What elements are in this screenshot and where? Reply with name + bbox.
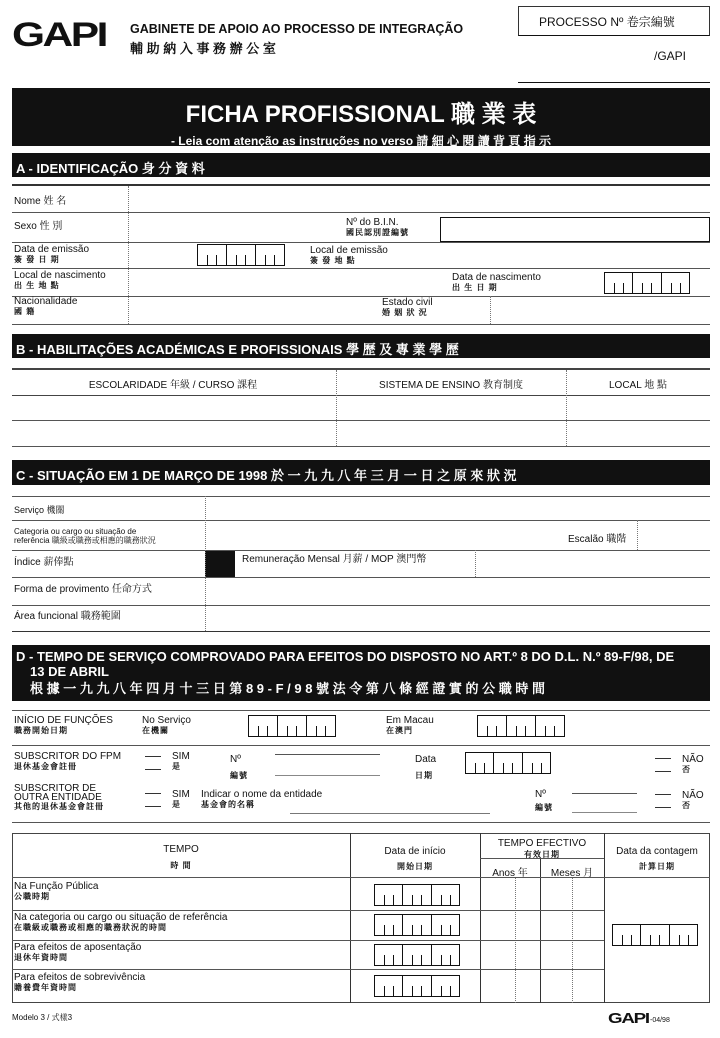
title-bar — [12, 88, 710, 146]
label-text: 是 — [172, 762, 181, 771]
bin-field[interactable] — [440, 217, 710, 242]
date-segment[interactable] — [641, 925, 669, 945]
label-text: NÃO — [682, 790, 704, 801]
area-funcional-field[interactable] — [205, 607, 710, 629]
label-text: 出 生 日 期 — [452, 283, 498, 292]
date-segment[interactable] — [375, 915, 403, 935]
label-text: 否 — [682, 765, 691, 774]
label-text: 在職級或職務或相應的職務狀況的時間 — [14, 923, 167, 932]
label-text: 日期 — [415, 771, 433, 780]
section-b-header: B - HABILITAÇÕES ACADÉMICAS E PROFISSIONAIS 學 歷 及 專 業 學 歷 — [12, 334, 710, 358]
label-text: Estado civil — [382, 297, 433, 308]
section-d-title: D - TEMPO DE SERVIÇO COMPROVADO PARA EFEITOS DO DISPOSTO NO ART.º 8 DO D.L. N.º 89-F/98, DE — [16, 649, 675, 664]
outra-entidade-label — [14, 784, 104, 811]
label-text: SUBSCRITOR DO FPM — [14, 751, 122, 762]
form-title: FICHA PROFISSIONAL 職 業 表 — [185, 101, 537, 128]
date-segment[interactable] — [662, 273, 689, 293]
footer-logo: GAPI — [608, 1010, 649, 1027]
label-text: SUBSCRITOR DE — [14, 783, 97, 794]
form-subtitle: - Leia com atenção as instruções no verso 請 細 心 閱 讀 背 頁 指 示 — [170, 134, 552, 148]
date-segment[interactable] — [198, 245, 227, 265]
label-text: Na categoria ou cargo ou situação de referência — [14, 912, 228, 923]
outra-n-label — [535, 790, 553, 813]
inicio-funcoes-label — [14, 716, 113, 736]
label-text: 退休基金會註冊 — [14, 762, 77, 771]
data-nascimento-label — [452, 273, 541, 293]
org-name-zh: 輔 助 納 入 事 務 辦 公 室 — [130, 41, 276, 56]
fpm-data-label — [415, 755, 436, 781]
label-text: Local de emissão — [310, 245, 388, 256]
escalao-field[interactable] — [640, 522, 710, 548]
estado-civil-field[interactable] — [490, 298, 710, 322]
no-servico-label — [142, 716, 191, 736]
section-d-header — [12, 645, 710, 701]
label-text: 公職時期 — [14, 892, 50, 901]
label-text: NÃO — [682, 754, 704, 765]
date-segment[interactable] — [432, 915, 459, 935]
estado-civil-label — [382, 298, 433, 318]
data-inicio-field[interactable] — [374, 884, 460, 906]
label-text: Para efeitos de sobrevivência — [14, 972, 146, 983]
col-escolaridade: ESCOLARIDADE 年級 / CURSO 課程 — [88, 380, 258, 391]
label-text: Data de emissão — [14, 244, 90, 255]
escalao-label: Escalão 職階 — [568, 534, 627, 545]
data-inicio-field[interactable] — [374, 914, 460, 936]
label-text: 是 — [172, 800, 181, 809]
forma-provimento-field[interactable] — [205, 579, 710, 603]
tempo-efectivo-header: TEMPO EFECTIVO 有效日期 — [497, 838, 587, 859]
section-d-title-zh: 根 據 一 九 九 八 年 四 月 十 三 日 第 8 9 - F / 9 8 號 法 令 第 八 條 經 證 實 的 公 職 時 間 — [30, 681, 545, 696]
outra-n-field[interactable] — [572, 793, 637, 813]
date-segment[interactable] — [670, 925, 697, 945]
outra-nao-checkbox[interactable] — [655, 794, 671, 808]
processo-suffix: /GAPI — [654, 49, 687, 63]
label-text: SIM — [172, 789, 190, 800]
bin-label-zh: 國民認別證編號 — [346, 228, 409, 237]
fpm-label — [14, 752, 121, 772]
fpm-nao-checkbox[interactable] — [655, 758, 671, 772]
label-text: Em Macau — [386, 715, 434, 726]
org-name-pt: GABINETE DE APOIO AO PROCESSO DE INTEGRAÇÃO — [130, 22, 464, 36]
area-funcional-label: Área funcional 職務範圍 — [14, 611, 121, 622]
data-inicio-header: Data de início 開始日期 — [384, 846, 446, 871]
label-text: 職務開始日期 — [14, 726, 68, 735]
footer-code: -04/98 — [650, 1017, 670, 1024]
indice-field[interactable] — [205, 551, 235, 577]
date-segment[interactable] — [432, 885, 459, 905]
label-text: 國 籍 — [14, 307, 36, 316]
label-text: No Serviço — [142, 715, 191, 726]
date-segment[interactable] — [256, 245, 284, 265]
em-macau-label — [386, 716, 434, 736]
fpm-nao-label — [682, 755, 704, 775]
meses-header: Meses 月 — [550, 868, 594, 879]
date-segment[interactable] — [523, 753, 550, 773]
servico-field[interactable] — [205, 498, 710, 518]
label-text: 贍養費年資時間 — [14, 983, 77, 992]
categoria-field[interactable] — [205, 522, 565, 548]
date-segment[interactable] — [375, 945, 403, 965]
fpm-n-field[interactable] — [275, 754, 380, 776]
sexo-label: Sexo 性 別 — [14, 221, 63, 232]
label-text: 退休年資時間 — [14, 953, 68, 962]
anos-header: Anos 年 — [492, 868, 528, 879]
col-local: LOCAL 地 點 — [609, 380, 667, 391]
outra-nao-label — [682, 791, 704, 811]
label-text: OUTRA ENTIDADE — [14, 792, 102, 803]
label-text: 編號 — [535, 803, 553, 812]
date-segment[interactable] — [536, 716, 564, 736]
data-contagem-date[interactable] — [612, 924, 698, 946]
date-segment[interactable] — [466, 753, 494, 773]
modelo-label: Modelo 3 / 式樣3 — [12, 1013, 73, 1022]
indice-label: Índice 薪俸點 — [14, 557, 74, 568]
label-text: 婚 姻 狀 況 — [382, 308, 428, 317]
data-emissao-label — [14, 245, 89, 265]
label-text: 基金會的名稱 — [201, 800, 255, 809]
fpm-sim-checkbox[interactable] — [145, 756, 161, 770]
gapi-logo: GAPI — [12, 16, 106, 54]
date-segment[interactable] — [403, 885, 431, 905]
label-text: Nº — [230, 754, 241, 765]
label-text: Local de nascimento — [14, 270, 106, 281]
fpm-date[interactable] — [465, 752, 551, 774]
remuneracao-label: Remuneração Mensal 月薪 / MOP 澳門幣 — [242, 554, 427, 565]
local-emissao-field[interactable] — [425, 243, 710, 267]
section-d-title-2: 13 DE ABRIL — [30, 664, 109, 679]
label-text: 其他的退休基金會註冊 — [14, 802, 104, 811]
nome-field[interactable] — [128, 188, 708, 210]
label-text: INÍCIO DE FUNÇÕES — [14, 715, 113, 726]
outra-sim-label — [172, 790, 190, 810]
label-text: 否 — [682, 801, 691, 810]
label-text: Categoria ou cargo ou situação de — [14, 527, 137, 536]
nacionalidade-field[interactable] — [128, 298, 378, 322]
col-sistema-ensino: SISTEMA DE ENSINO 教育制度 — [379, 380, 523, 391]
label-text: Data — [415, 754, 437, 765]
tempo-header: TEMPO 時 間 — [163, 844, 199, 870]
date-segment[interactable] — [227, 245, 256, 265]
label-text: Data de nascimento — [452, 272, 541, 283]
label-text: SIM — [172, 751, 190, 762]
label-text: Nacionalidade — [14, 296, 78, 307]
date-segment[interactable] — [249, 716, 278, 736]
bin-label-pt: Nº do B.I.N. — [346, 217, 399, 228]
label-text: 編號 — [230, 771, 248, 780]
entidade-name-field[interactable] — [290, 800, 490, 814]
processo-box[interactable]: PROCESSO Nº 卷宗編號 — [518, 6, 710, 36]
label-text: Na Função Pública — [14, 881, 99, 892]
section-a-header: A - IDENTIFICAÇÃO 身 分 資 料 — [12, 153, 710, 177]
label-text: 簽 發 日 期 — [14, 255, 60, 264]
nacionalidade-label — [14, 297, 77, 317]
data-contagem-header: Data da contagem 計算日期 — [616, 846, 698, 871]
servico-label: Serviço 機關 — [14, 505, 65, 515]
bin-label — [346, 218, 409, 238]
local-nascimento-label — [14, 271, 106, 291]
date-segment[interactable] — [307, 716, 335, 736]
remuneracao-field[interactable] — [475, 551, 710, 577]
date-segment[interactable] — [403, 976, 431, 996]
date-segment[interactable] — [403, 915, 431, 935]
data-nascimento-field[interactable] — [604, 272, 690, 294]
data-inicio-field[interactable] — [374, 944, 460, 966]
date-segment[interactable] — [494, 753, 522, 773]
date-segment[interactable] — [633, 273, 661, 293]
label-text: Indicar o nome da entidade — [201, 789, 323, 800]
date-segment[interactable] — [478, 716, 507, 736]
date-segment[interactable] — [432, 945, 459, 965]
section-c-header: C - SITUAÇÃO EM 1 DE MARÇO DE 1998 於 一 九 九 八 年 三 月 一 日 之 原 來 狀 況 — [12, 460, 710, 485]
date-segment[interactable] — [507, 716, 536, 736]
em-macau-date[interactable] — [477, 715, 565, 737]
label-text: 出 生 地 點 — [14, 281, 60, 290]
no-servico-date[interactable] — [248, 715, 336, 737]
label-text: Nº — [535, 789, 546, 800]
date-segment[interactable] — [403, 945, 431, 965]
date-segment[interactable] — [605, 273, 633, 293]
label-text: 簽 發 地 點 — [310, 256, 356, 265]
label-text: referência 職級或職務或相應的職務狀況 — [14, 536, 156, 545]
data-inicio-field[interactable] — [374, 975, 460, 997]
fpm-sim-label — [172, 752, 190, 772]
label-text: 在機關 — [142, 726, 169, 735]
forma-provimento-label: Forma de provimento 任命方式 — [14, 584, 152, 595]
date-segment[interactable] — [375, 885, 403, 905]
date-segment[interactable] — [432, 976, 459, 996]
label-text: 在澳門 — [386, 726, 413, 735]
date-segment[interactable] — [375, 976, 403, 996]
nome-label: Nome 姓 名 — [14, 196, 67, 207]
sexo-field[interactable] — [128, 214, 338, 238]
date-segment[interactable] — [613, 925, 641, 945]
data-emissao-field[interactable] — [197, 244, 285, 266]
date-segment[interactable] — [278, 716, 307, 736]
local-emissao-label — [310, 246, 388, 266]
fpm-n-label — [230, 755, 248, 781]
outra-sim-checkbox[interactable] — [145, 793, 161, 807]
label-text: Para efeitos de aposentação — [14, 942, 142, 953]
local-nascimento-field[interactable] — [128, 270, 443, 294]
categoria-label — [14, 527, 156, 545]
